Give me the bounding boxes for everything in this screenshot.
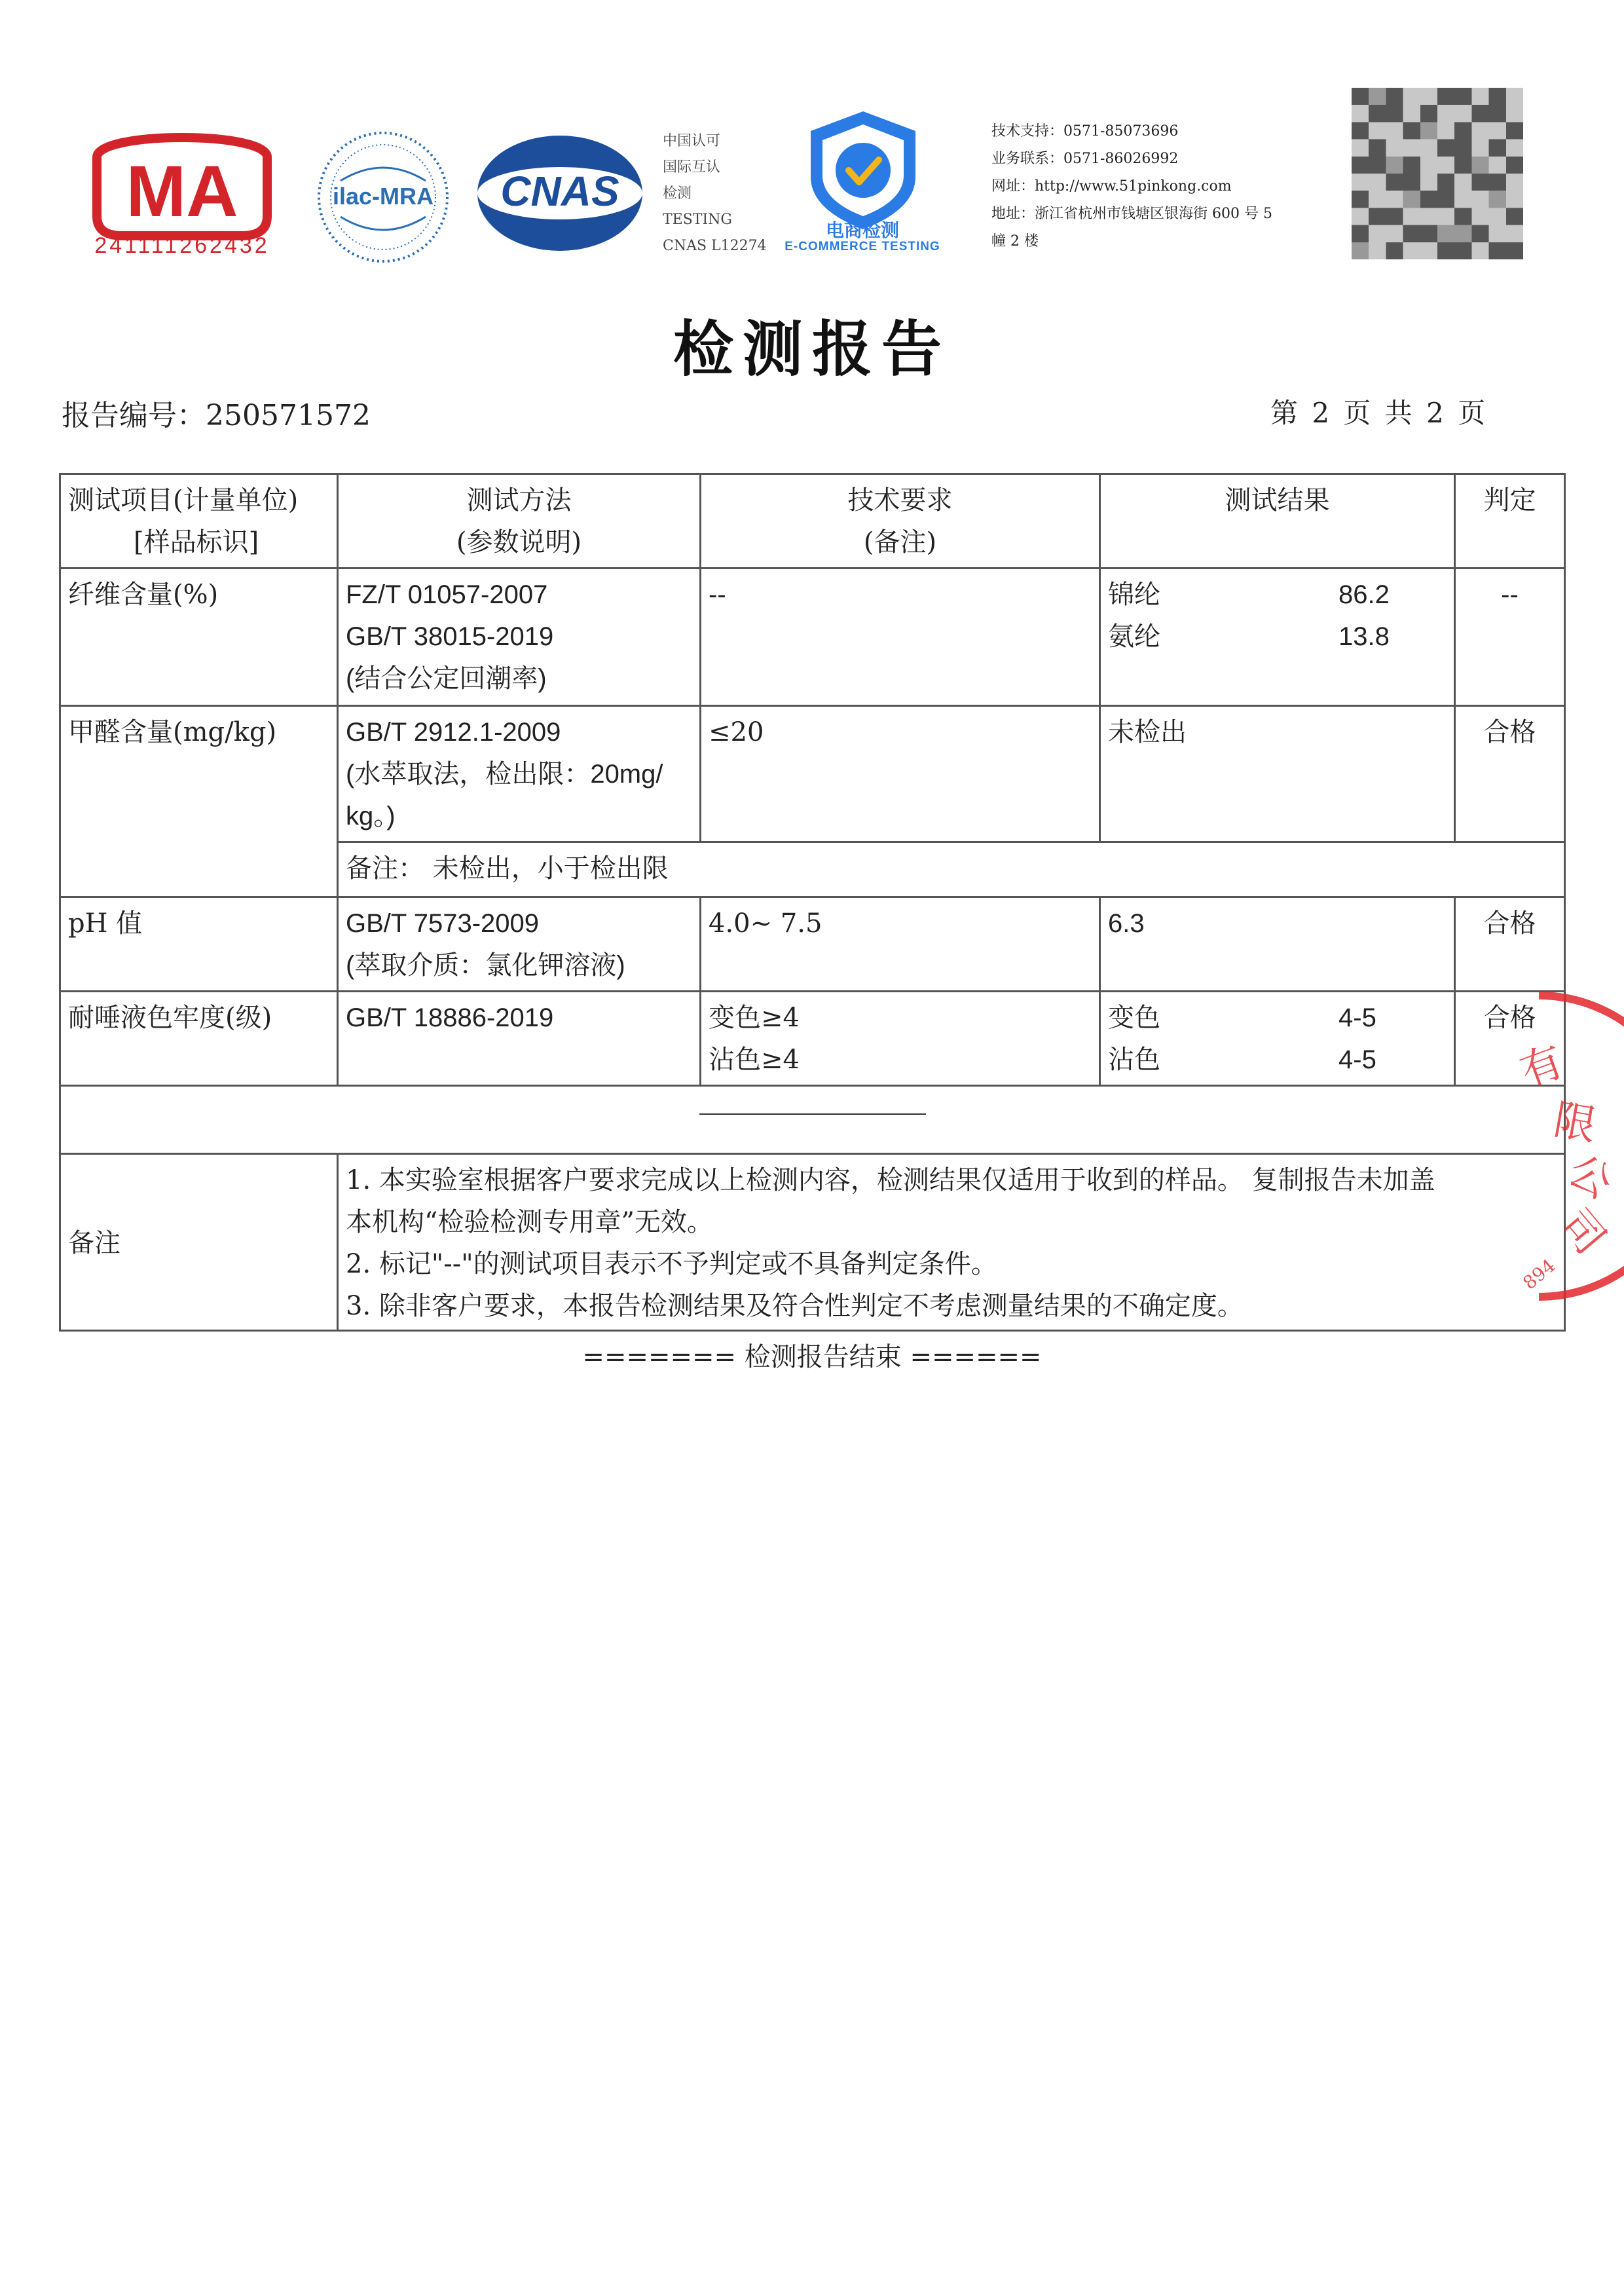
- row-fiber-req: --: [709, 580, 726, 609]
- contact-info: [991, 118, 1332, 255]
- svg-text:司: 司: [1550, 1200, 1615, 1264]
- svg-text:ilac-MRA: ilac-MRA: [332, 183, 434, 210]
- row-ph-item: [68, 903, 142, 944]
- item-label: 纤维含量(%): [68, 580, 219, 610]
- row-ph-method: [346, 903, 625, 986]
- row-fiber-judge: --: [1501, 580, 1519, 609]
- row-formaldehyde-result: 未检出: [1108, 717, 1187, 747]
- row-saliva-req: [709, 997, 800, 1081]
- remark-line: 本机构“检验检测专用章”无效。: [346, 1207, 713, 1237]
- header-requirement: [701, 479, 1099, 563]
- report-title: 检测报告: [673, 314, 951, 384]
- row-saliva-judge: 合格: [1483, 1003, 1536, 1033]
- table-border: [59, 1330, 1565, 1332]
- req-line: 沾色≥4: [709, 1045, 800, 1075]
- row-fiber-result: [1108, 574, 1435, 658]
- header-result: 测试结果: [1225, 485, 1330, 515]
- result-name: 变色: [1108, 1003, 1160, 1033]
- ecommerce-testing-en: E-COMMERCE TESTING: [784, 240, 940, 253]
- svg-text:有: 有: [1514, 1037, 1570, 1098]
- remarks-label: 备注: [68, 1228, 120, 1258]
- row-formaldehyde-item: [68, 711, 276, 753]
- table-border: [59, 567, 1565, 569]
- cnas-accreditation-text: [663, 128, 781, 259]
- result-name: 氨纶: [1108, 622, 1160, 652]
- cnas-logo: [474, 131, 646, 255]
- result-value: 13.8: [1338, 622, 1390, 651]
- svg-text:CNAS: CNAS: [500, 168, 619, 215]
- blank-row-divider: [699, 1113, 926, 1115]
- row-formaldehyde-req: ≤20: [709, 717, 764, 747]
- item-label: 甲醛含量(mg/kg): [68, 717, 277, 747]
- table-border: [1099, 896, 1101, 1087]
- ecommerce-testing-cn: 电商检测: [825, 220, 899, 240]
- page-number: 第 2 页 共 2 页: [1270, 397, 1488, 429]
- svg-text:MA: MA: [126, 151, 238, 232]
- report-end-marker: ======= 检测报告结束 ======: [582, 1342, 1042, 1372]
- table-border: [59, 1085, 1565, 1087]
- method-line: GB/T 2912.1-2009: [346, 718, 561, 747]
- header-method: [339, 479, 699, 563]
- contact-address-cont: 幢 2 楼: [991, 233, 1039, 250]
- row-ph-result: 6.3: [1108, 909, 1145, 938]
- cnas-line: 中国认可: [663, 133, 721, 149]
- cma-number: 241111262432: [94, 233, 270, 258]
- cnas-line: 检测: [663, 185, 692, 202]
- table-border: [337, 473, 339, 1087]
- header-item-line1: 测试项目(计量单位): [68, 485, 299, 515]
- row-saliva-result: [1108, 997, 1435, 1081]
- cnas-line: CNAS L12274: [663, 238, 767, 254]
- table-border: [59, 896, 1565, 898]
- method-line: GB/T 7573-2009: [346, 909, 540, 938]
- cnas-line: 国际互认: [663, 159, 721, 176]
- method-line: GB/T 18886-2019: [346, 1003, 554, 1032]
- header-item-line2: [样品标识]: [134, 527, 259, 557]
- table-border: [699, 896, 701, 1087]
- method-line: (结合公定回潮率): [346, 664, 547, 693]
- contact-tech-support: 技术支持：0571-85073696: [991, 123, 1179, 140]
- result-value: 4-5: [1338, 1003, 1376, 1032]
- result-value: 4-5: [1338, 1045, 1376, 1074]
- row-formaldehyde-method: [346, 711, 663, 837]
- row-ph-judge: 合格: [1483, 908, 1536, 939]
- remark-line: 2. 标记"--"的测试项目表示不予判定或不具备判定条件。: [346, 1249, 997, 1279]
- cnas-line: TESTING: [663, 212, 732, 228]
- header-method-line2: (参数说明): [456, 527, 582, 557]
- table-border: [59, 1153, 1565, 1155]
- table-border: [59, 990, 1565, 992]
- table-border: [59, 473, 1565, 475]
- table-border: [59, 705, 1565, 707]
- contact-website: 网址：http://www.51pinkong.com: [991, 178, 1232, 195]
- result-name: 沾色: [1108, 1045, 1160, 1075]
- ilac-mra-logo: [314, 128, 452, 266]
- row-fiber-item: [68, 574, 218, 616]
- table-border: [337, 841, 1565, 843]
- contact-business: 业务联系：0571-86026992: [991, 151, 1179, 167]
- row-formaldehyde-note: 备注： 未检出，小于检出限: [346, 853, 669, 884]
- method-line: (水萃取法，检出限：20mg/: [346, 760, 663, 789]
- table-border: [337, 1153, 339, 1332]
- row-ph-req: 4.0~ 7.5: [709, 908, 822, 939]
- row-formaldehyde-judge: 合格: [1483, 717, 1536, 747]
- table-border: [1099, 473, 1101, 842]
- method-line: GB/T 38015-2019: [346, 622, 554, 651]
- method-line: FZ/T 01057-2007: [346, 580, 548, 609]
- header-req-line2: (备注): [863, 527, 937, 557]
- table-border: [59, 473, 61, 1332]
- svg-text:894: 894: [1519, 1254, 1560, 1294]
- item-label: pH 值: [68, 908, 143, 939]
- remark-line: 3. 除非客户要求，本报告检测结果及符合性判定不考虑测量结果的不确定度。: [346, 1291, 1244, 1321]
- table-border: [1454, 473, 1456, 842]
- row-saliva-method: [346, 997, 553, 1039]
- item-label: 耐唾液色牢度(级): [68, 1003, 272, 1033]
- method-line: kg。): [346, 802, 396, 830]
- header-item: [68, 479, 298, 563]
- result-name: 锦纶: [1108, 580, 1160, 610]
- req-line: 变色≥4: [709, 1003, 800, 1033]
- svg-text:公: 公: [1560, 1146, 1621, 1209]
- header-req-line1: 技术要求: [847, 485, 953, 515]
- remarks-text: [346, 1159, 1435, 1327]
- report-number: 报告编号：250571572: [62, 399, 371, 432]
- row-fiber-method: [346, 574, 553, 700]
- result-value: 86.2: [1338, 580, 1390, 609]
- svg-text:限: 限: [1550, 1095, 1600, 1151]
- qr-code-blurred: [1349, 88, 1526, 259]
- company-seal-stamp: [1513, 982, 1624, 1310]
- method-line: (萃取介质：氯化钾溶液): [346, 951, 625, 980]
- contact-address: 地址：浙江省杭州市钱塘区银海街 600 号 5: [991, 206, 1272, 222]
- header-judge: 判定: [1483, 485, 1536, 515]
- row-saliva-item: [68, 997, 272, 1039]
- header-method-line1: 测试方法: [466, 485, 572, 515]
- remark-line: 1. 本实验室根据客户要求完成以上检测内容，检测结果仅适用于收到的样品。 复制报告未加盖: [346, 1165, 1435, 1195]
